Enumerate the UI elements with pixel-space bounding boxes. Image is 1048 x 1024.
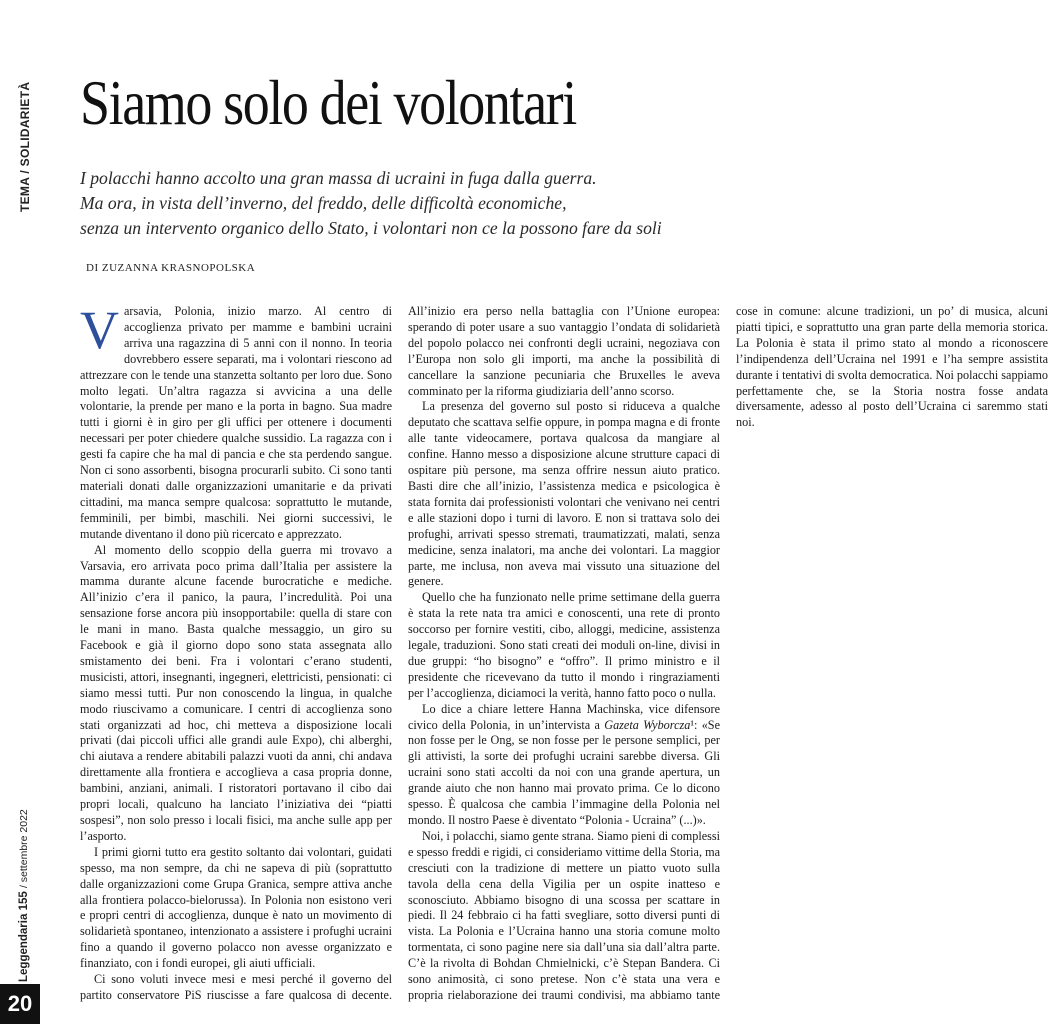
drop-cap: V bbox=[80, 300, 119, 360]
byline: DI ZUZANNA KRASNOPOLSKA bbox=[86, 262, 256, 274]
paragraph-text: arsavia, Polonia, inizio marzo. Al centro di accoglienza privato per mamme e bambini ucraini arriva una ragazzina di 5 anni con il nonno. In teoria dovrebbero essere separati, ma i volontari riescono ad attrezzare con le tende una stanzetta soltanto per loro due. Sono molto legati. Un’altra ragazza si avvicina a una delle volontarie, la prende per mano e la porta in bagno. Sua madre tutti i giorni è in giro per gli uffici per ottenere i documenti necessari per poter chiedere qualche sussidio. La ragazza con i gesti fa capire che ha mal di pancia e che sta perdendo sangue. Non ci sono assorbenti, bisogna procurarli subito. Ci sono tanti materiali donati dalle organizzazioni umanitarie e da privati cittadini, ma manca sempre qualcosa: soprattutto le mutande, femminili, per bimbi, maschili. Nei giorni successivi, le mutande diventano il dono più ricercato e apprezzato. bbox=[80, 304, 392, 541]
standfirst-line: I polacchi hanno accolto una gran massa di ucraini in fuga dalla guerra. bbox=[80, 168, 597, 188]
paragraph-text: ¹: «Se non fosse per le Ong, se non fosse per le persone semplici, per gli attivisti, la sorte dei profughi ucraini sarebbe diversa. Gli ucraini sono stati accolti da noi con una grande apertura, un grande aiuto che non hanno mai provato prima. Ce lo dicono spesso. È qualcosa che cambia l’immagine della Polonia nel mondo. Il nostro Paese è diventato “Polonia - Ucraina” (...)». bbox=[408, 717, 720, 827]
page-number: 20 bbox=[0, 984, 40, 1024]
section-label: TEMA / SOLIDARIETÀ bbox=[18, 81, 32, 212]
paragraph: Noi, i polacchi, siamo gente strana. Siamo pieni di complessi e spesso freddi e rigidi, ci consideriamo vittime della Storia, ma cresciuti con la tradizione di mettere un piatto vuoto sulla tavola della cena della Vigilia per un ospite inatteso e sconosciuto. Abbiamo bisogno di una scossa per scattare in piedi. Il 24 febbraio ci ha fatti svegliare, sotto diversi punti di vista. La Polonia e l’Ucraina hanno una storia comune molto tormentata, ci sono pagine nere sia dall’una sia dall’altra parte. C’è la rivolta di Bohdan Chmielnicki, c’è Stepan Bandera. Ci sono animosità, ci sono pretese. Non c’è stata una vera e propria rielaborazione dei traumi condivisi, ma abbiamo tante cose in comune: alcune tradizioni, un po’ di musica, alcuni piatti tipici, e soprattutto una gran parte della memoria storica. La Polonia è stata il primo stato al mondo a riconoscere l’indipendenza dell’Ucraina nel 1991 e l’ha sempre assistita durante i tentativi di svolta democratica. Noi polacchi sappiamo perfettamente che, se la Storia nostra fosse andata diversamente, adesso al posto dell’Ucraina ci saremmo stati noi. bbox=[408, 304, 1048, 1002]
issue-label bbox=[18, 809, 30, 982]
standfirst-line: senza un intervento organico dello Stato, i volontari non ce la possono fare da soli bbox=[80, 218, 662, 238]
article-body bbox=[80, 300, 1048, 1016]
article-title: Siamo solo dei volontari bbox=[80, 67, 576, 138]
issue-date: / settembre 2022 bbox=[18, 809, 30, 889]
issue-name: Leggendaria 155 bbox=[18, 891, 30, 982]
paragraph-text: Lo dice a chiare lettere Hanna Machinska, vice difensore civico della Polonia, in un’intervista a bbox=[408, 701, 720, 732]
paragraph: Al momento dello scoppio della guerra mi trovavo a Varsavia, ero arrivata poco prima dall’Italia per assistere la mamma durante alcune facende burocratiche e mediche. All’inizio c’era il panico, la paura, l’incredulità. Poi una sensazione forse ancora più insopportabile: quella di stare con le mani in mano. Basta qualche messaggio, un giro su Facebook e già il giorno dopo sono stata assegnata allo smistamento dei beni. Fra i volontari c’erano studenti, musicisti, attori, insegnanti, ingegneri, elettricisti, pensionati: ci siamo messi tutti. Pur non conoscendo la lingua, in qualche modo riuscivamo a comunicare. I centri di accoglienza sono stati organizzati ad hoc, chi metteva a disposizione locali privati (dai piccoli uffici alle grandi aule Expo), chi alberghi, chi aiutava a rendere abitabili palazzi vuoti da anni, chi andava direttamente alla frontiera e accoglieva a casa propria donne, bambini, anziani, animali. I ristoratori portavano il cibo dai propri locali, qualcuno ha lanciato l’iniziativa dei “piatti sospesi”, non solo presso i locali fisici, ma anche sulle app per l’asporto. bbox=[80, 542, 392, 843]
sidebar bbox=[0, 0, 40, 1024]
paragraph: Quello che ha funzionato nelle prime settimane della guerra è stata la rete nata tra amici e conoscenti, una rete di pronto soccorso per fornire vestiti, cibo, alloggi, medicine, assistenza legale, traduzioni. Sono stati creati dei moduli on-line, divisi in due gruppi: “ho bisogno” e “offro”. Il primo ministro e il presidente che ricevevano da tutto il mondo i ringraziamenti per l’accoglienza, diciamoci la verità, hanno fatto poco o nulla. bbox=[408, 590, 720, 700]
paragraph: La presenza del governo sul posto si riduceva a qualche deputato che scattava selfie oppure, in pompa magna e di fronte alle tante videocamere, portava qualcosa da mangiare al confine. Hanno messo a disposizione alcune strutture capaci di ospitare più persone, ma senza offrire nessun aiuto pratico. Basti dire che all’inizio, l’assistenza medica e psicologica è stata fornita dai professionisti volontari che venivano nei centri e alle stazioni dopo i turni di lavoro. E non si trattava solo dei profughi, arrivati spesso stremati, traumatizzati, malati, senza medicine, senza inalatori, ma anche dei volontari. La maggior parte, me inclusa, non aveva mai vissuto una situazione del genere. bbox=[408, 399, 720, 589]
paragraph bbox=[80, 300, 392, 543]
paragraph: Ci sono voluti invece mesi e mesi perché il governo del partito conservatore PiS riuscisse a fare qualcosa di decente. All’inizio era perso nella battaglia con l’Unione europea: sperando di poter usare a suo vantaggio l’ondata di solidarietà del popolo polacco nei confronti degli ucraini, negoziava con l’Europa non solo gli importi, ma anche la possibilità di cancellare la sanzione pecuniaria che Bruxelles le aveva comminato per la riforma giudiziaria dell’anno scorso. bbox=[80, 304, 720, 1002]
newspaper-name: Gazeta Wyborcza bbox=[604, 717, 691, 732]
standfirst bbox=[80, 166, 720, 241]
paragraph: I primi giorni tutto era gestito soltanto dai volontari, guidati spesso, ma non sempre, da chi ne sapeva di più (soprattutto dalle organizzazioni come Grupa Granica, sempre attiva anche alla frontiera polacco-bielorussa). In Polonia non esistono veri e propri centri di accoglienza, dunque è nato un movimento di solidarietà spontaneo, intenzionato a assistere i profughi ucraini fino a quando il governo polacco non avesse organizzato e finanziato, con i fondi europei, gli aiuti ufficiali. bbox=[80, 844, 392, 971]
standfirst-line: Ma ora, in vista dell’inverno, del freddo, delle difficoltà economiche, bbox=[80, 193, 567, 213]
paragraph bbox=[408, 702, 720, 829]
